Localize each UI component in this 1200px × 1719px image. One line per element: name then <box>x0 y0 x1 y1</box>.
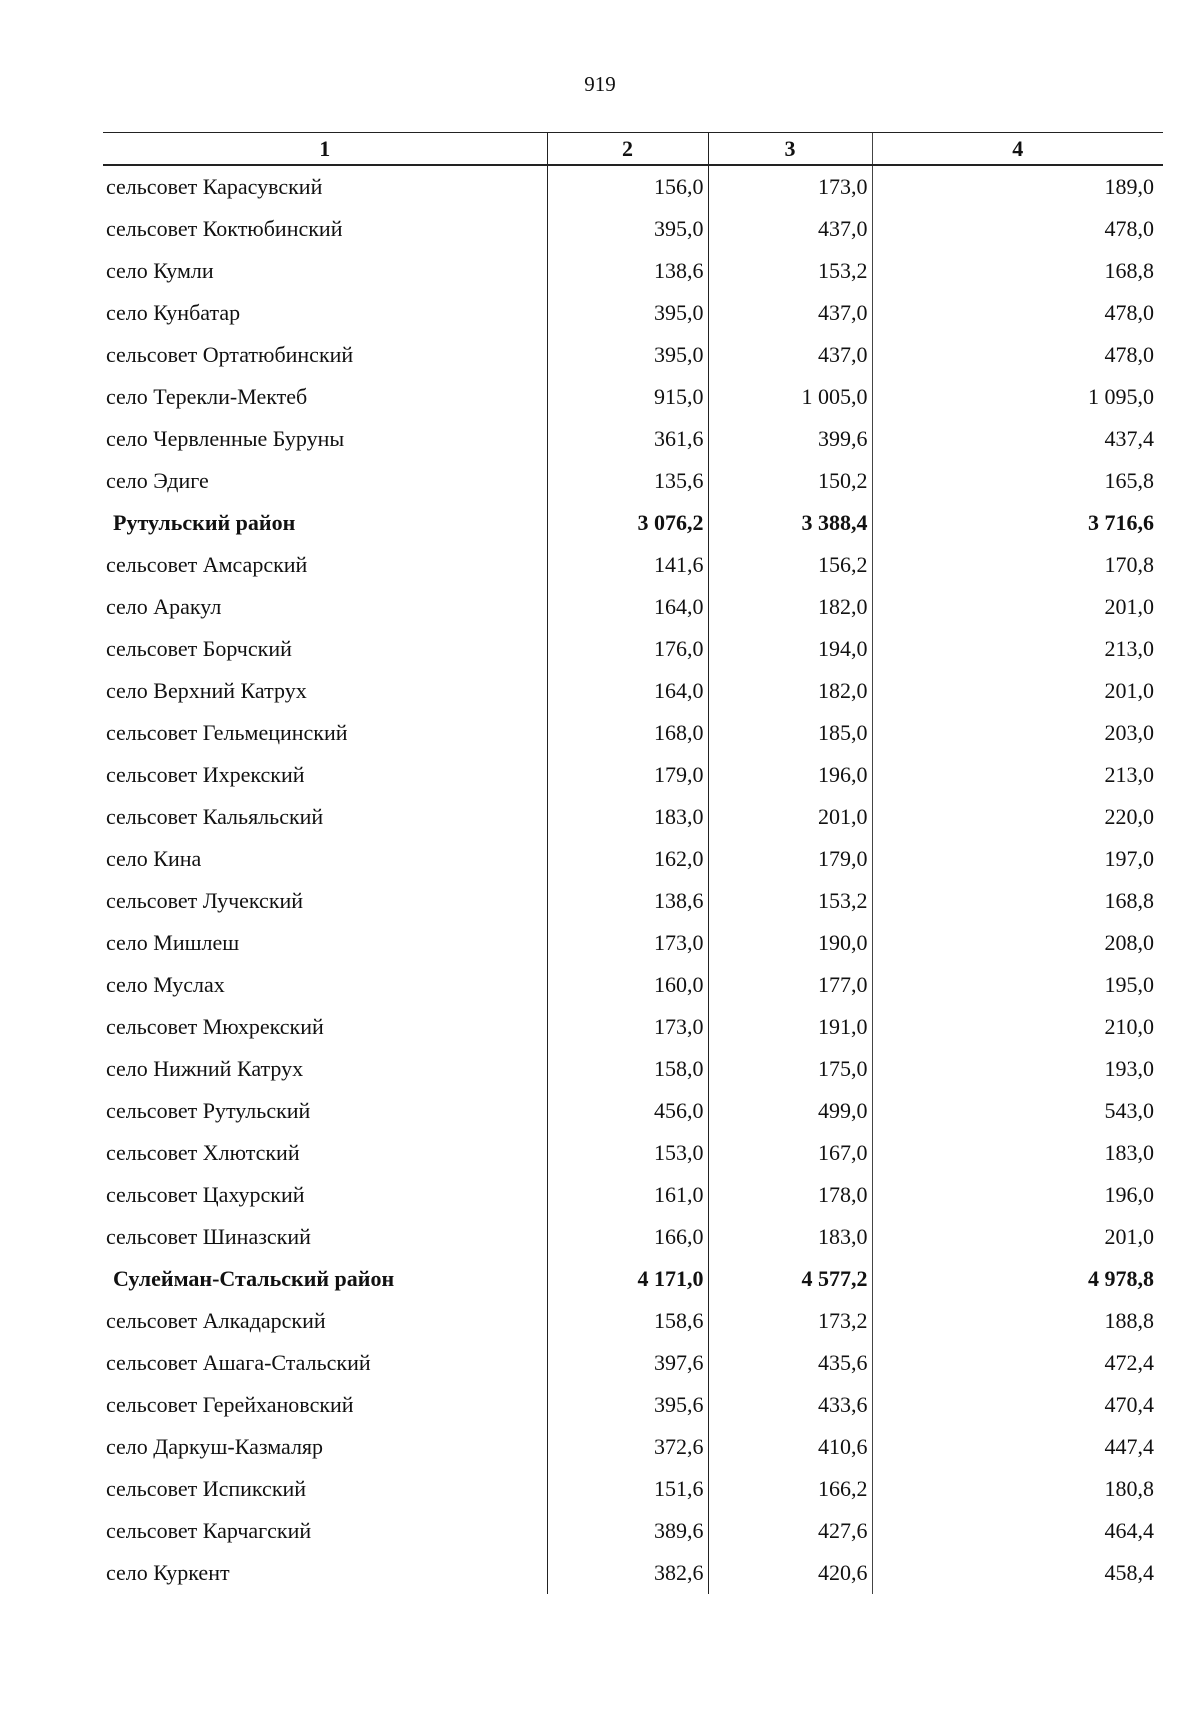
value-col-3: 156,2 <box>708 544 872 586</box>
value-col-2: 141,6 <box>547 544 708 586</box>
value-col-3: 182,0 <box>708 586 872 628</box>
value-col-2: 161,0 <box>547 1174 708 1216</box>
value-col-4: 201,0 <box>872 586 1163 628</box>
table-row <box>103 1300 1163 1342</box>
value-col-3: 3 388,4 <box>708 502 872 544</box>
value-col-3: 175,0 <box>708 1048 872 1090</box>
settlement-name: сельсовет Алкадарский <box>106 1308 326 1333</box>
value-col-4: 208,0 <box>872 922 1163 964</box>
value-col-4: 472,4 <box>872 1342 1163 1384</box>
value-col-3: 182,0 <box>708 670 872 712</box>
page-number: 919 <box>584 72 616 96</box>
settlement-name: село Кунбатар <box>106 300 241 325</box>
table-row <box>103 922 1163 964</box>
settlement-name: сельсовет Карасувский <box>106 174 323 199</box>
value-col-3: 427,6 <box>708 1510 872 1552</box>
settlement-name: сельсовет Ортатюбинский <box>106 342 354 367</box>
settlement-name: сельсовет Испикский <box>106 1476 307 1501</box>
value-col-4: 193,0 <box>872 1048 1163 1090</box>
table-row <box>103 1048 1163 1090</box>
table-row <box>103 754 1163 796</box>
value-col-2: 153,0 <box>547 1132 708 1174</box>
settlement-name: село Куркент <box>106 1560 230 1585</box>
table-row <box>103 334 1163 376</box>
value-col-3: 153,2 <box>708 880 872 922</box>
value-col-4: 4 978,8 <box>872 1258 1163 1300</box>
settlement-name: село Эдиге <box>106 468 209 493</box>
settlement-name: село Кина <box>106 846 202 871</box>
settlement-name: село Мишлеш <box>106 930 240 955</box>
table-row <box>103 376 1163 418</box>
value-col-4: 447,4 <box>872 1426 1163 1468</box>
settlement-name: сельсовет Цахурский <box>106 1182 305 1207</box>
value-col-2: 361,6 <box>547 418 708 460</box>
settlement-name: сельсовет Карчагский <box>106 1518 312 1543</box>
value-col-2: 164,0 <box>547 670 708 712</box>
value-col-3: 194,0 <box>708 628 872 670</box>
settlement-name: сельсовет Лучекский <box>106 888 304 913</box>
value-col-4: 478,0 <box>872 292 1163 334</box>
table-row <box>103 1468 1163 1510</box>
value-col-4: 478,0 <box>872 208 1163 250</box>
settlement-name: село Терекли-Мектеб <box>106 384 308 409</box>
value-col-3: 150,2 <box>708 460 872 502</box>
table-row <box>103 880 1163 922</box>
value-col-4: 189,0 <box>872 165 1163 208</box>
value-col-2: 173,0 <box>547 1006 708 1048</box>
value-col-4: 210,0 <box>872 1006 1163 1048</box>
value-col-3: 183,0 <box>708 1216 872 1258</box>
value-col-2: 395,0 <box>547 292 708 334</box>
value-col-3: 499,0 <box>708 1090 872 1132</box>
value-col-4: 470,4 <box>872 1384 1163 1426</box>
column-header-2: 2 <box>547 133 708 166</box>
value-col-4: 188,8 <box>872 1300 1163 1342</box>
value-col-4: 213,0 <box>872 754 1163 796</box>
value-col-2: 158,0 <box>547 1048 708 1090</box>
table-body <box>103 165 1163 1594</box>
value-col-3: 4 577,2 <box>708 1258 872 1300</box>
value-col-4: 183,0 <box>872 1132 1163 1174</box>
settlement-name: сельсовет Гельмецинский <box>106 720 348 745</box>
settlement-name: село Аракул <box>106 594 222 619</box>
value-col-4: 165,8 <box>872 460 1163 502</box>
value-col-2: 138,6 <box>547 880 708 922</box>
settlement-name: село Верхний Катрух <box>106 678 307 703</box>
value-col-4: 201,0 <box>872 1216 1163 1258</box>
table-row <box>103 1132 1163 1174</box>
table-row <box>103 1216 1163 1258</box>
value-col-2: 179,0 <box>547 754 708 796</box>
value-col-3: 166,2 <box>708 1468 872 1510</box>
value-col-3: 201,0 <box>708 796 872 838</box>
value-col-4: 478,0 <box>872 334 1163 376</box>
table-row <box>103 964 1163 1006</box>
value-col-4: 196,0 <box>872 1174 1163 1216</box>
table-row <box>103 418 1163 460</box>
value-col-3: 173,0 <box>708 165 872 208</box>
table-row <box>103 1174 1163 1216</box>
value-col-2: 3 076,2 <box>547 502 708 544</box>
value-col-2: 915,0 <box>547 376 708 418</box>
table-row <box>103 1342 1163 1384</box>
table-row <box>103 628 1163 670</box>
table-row <box>103 544 1163 586</box>
table-row <box>103 1552 1163 1594</box>
value-col-4: 180,8 <box>872 1468 1163 1510</box>
value-col-4: 203,0 <box>872 712 1163 754</box>
value-col-2: 183,0 <box>547 796 708 838</box>
table-header <box>103 133 1163 166</box>
settlement-name: сельсовет Коктюбинский <box>106 216 343 241</box>
value-col-4: 213,0 <box>872 628 1163 670</box>
value-col-3: 435,6 <box>708 1342 872 1384</box>
value-col-3: 410,6 <box>708 1426 872 1468</box>
value-col-3: 190,0 <box>708 922 872 964</box>
header-row <box>103 133 1163 166</box>
table-row <box>103 208 1163 250</box>
value-col-3: 399,6 <box>708 418 872 460</box>
value-col-4: 543,0 <box>872 1090 1163 1132</box>
value-col-2: 166,0 <box>547 1216 708 1258</box>
value-col-4: 201,0 <box>872 670 1163 712</box>
value-col-2: 151,6 <box>547 1468 708 1510</box>
value-col-3: 437,0 <box>708 208 872 250</box>
table-row <box>103 1426 1163 1468</box>
value-col-4: 464,4 <box>872 1510 1163 1552</box>
value-col-4: 1 095,0 <box>872 376 1163 418</box>
data-table <box>103 132 1163 1594</box>
table-row <box>103 1384 1163 1426</box>
value-col-3: 1 005,0 <box>708 376 872 418</box>
settlement-name: сельсовет Борчский <box>106 636 292 661</box>
settlement-name: село Даркуш-Казмаляр <box>106 1434 324 1459</box>
value-col-2: 160,0 <box>547 964 708 1006</box>
value-col-3: 179,0 <box>708 838 872 880</box>
value-col-3: 185,0 <box>708 712 872 754</box>
settlement-name: сельсовет Рутульский <box>106 1098 311 1123</box>
value-col-3: 196,0 <box>708 754 872 796</box>
settlement-name: сельсовет Амсарский <box>106 552 308 577</box>
column-header-3: 3 <box>708 133 872 166</box>
value-col-3: 433,6 <box>708 1384 872 1426</box>
district-row <box>103 1258 1163 1300</box>
value-col-3: 153,2 <box>708 250 872 292</box>
settlement-name: сельсовет Кальяльский <box>106 804 324 829</box>
value-col-2: 389,6 <box>547 1510 708 1552</box>
settlement-name: сельсовет Ашага-Стальский <box>106 1350 371 1375</box>
value-col-2: 168,0 <box>547 712 708 754</box>
value-col-2: 135,6 <box>547 460 708 502</box>
value-col-2: 164,0 <box>547 586 708 628</box>
settlement-name: село Червленные Буруны <box>106 426 345 451</box>
value-col-4: 3 716,6 <box>872 502 1163 544</box>
settlement-name: село Нижний Катрух <box>106 1056 304 1081</box>
column-header-4: 4 <box>872 133 1163 166</box>
settlement-name: село Кумли <box>106 258 214 283</box>
value-col-2: 456,0 <box>547 1090 708 1132</box>
value-col-2: 397,6 <box>547 1342 708 1384</box>
table-row <box>103 460 1163 502</box>
value-col-2: 395,6 <box>547 1384 708 1426</box>
column-header-1: 1 <box>103 133 547 166</box>
value-col-4: 168,8 <box>872 250 1163 292</box>
district-row <box>103 502 1163 544</box>
value-col-2: 4 171,0 <box>547 1258 708 1300</box>
value-col-2: 395,0 <box>547 334 708 376</box>
value-col-2: 176,0 <box>547 628 708 670</box>
settlement-name: Рутульский район <box>113 510 296 535</box>
value-col-4: 168,8 <box>872 880 1163 922</box>
settlement-name: сельсовет Мюхрекский <box>106 1014 324 1039</box>
value-col-3: 420,6 <box>708 1552 872 1594</box>
table-row <box>103 586 1163 628</box>
value-col-2: 138,6 <box>547 250 708 292</box>
value-col-2: 162,0 <box>547 838 708 880</box>
value-col-3: 191,0 <box>708 1006 872 1048</box>
value-col-4: 197,0 <box>872 838 1163 880</box>
value-col-4: 170,8 <box>872 544 1163 586</box>
value-col-2: 382,6 <box>547 1552 708 1594</box>
settlement-name: сельсовет Герейхановский <box>106 1392 354 1417</box>
settlement-name: сельсовет Шиназский <box>106 1224 311 1249</box>
value-col-4: 437,4 <box>872 418 1163 460</box>
table-row <box>103 1510 1163 1552</box>
value-col-4: 458,4 <box>872 1552 1163 1594</box>
settlement-name: Сулейман-Стальский район <box>113 1266 395 1291</box>
value-col-3: 437,0 <box>708 334 872 376</box>
settlement-name: сельсовет Хлютский <box>106 1140 300 1165</box>
value-col-4: 220,0 <box>872 796 1163 838</box>
value-col-3: 177,0 <box>708 964 872 1006</box>
value-col-3: 167,0 <box>708 1132 872 1174</box>
table-row <box>103 250 1163 292</box>
value-col-3: 178,0 <box>708 1174 872 1216</box>
value-col-2: 395,0 <box>547 208 708 250</box>
settlement-name: село Муслах <box>106 972 225 997</box>
value-col-3: 173,2 <box>708 1300 872 1342</box>
table-row <box>103 670 1163 712</box>
table-row <box>103 292 1163 334</box>
settlement-name: сельсовет Ихрекский <box>106 762 305 787</box>
value-col-3: 437,0 <box>708 292 872 334</box>
value-col-2: 156,0 <box>547 165 708 208</box>
table-row <box>103 796 1163 838</box>
value-col-2: 173,0 <box>547 922 708 964</box>
table-row <box>103 1090 1163 1132</box>
value-col-2: 158,6 <box>547 1300 708 1342</box>
table-row <box>103 712 1163 754</box>
table-row <box>103 165 1163 208</box>
value-col-2: 372,6 <box>547 1426 708 1468</box>
table-row <box>103 1006 1163 1048</box>
value-col-4: 195,0 <box>872 964 1163 1006</box>
table-row <box>103 838 1163 880</box>
